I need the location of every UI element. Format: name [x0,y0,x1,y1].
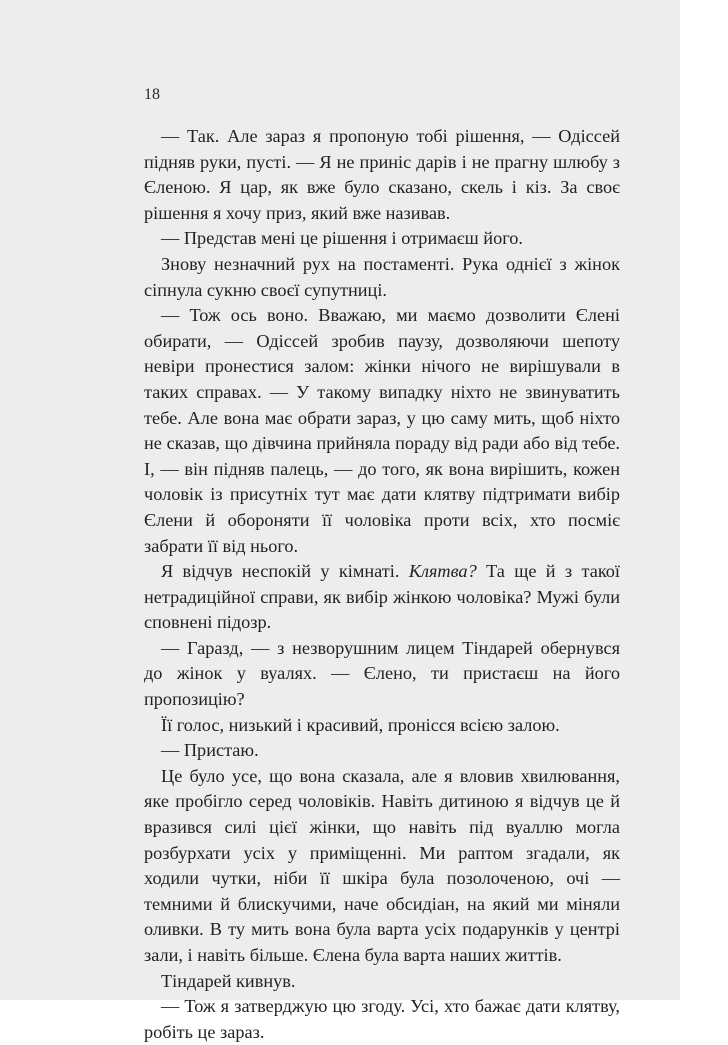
paragraph-text: Я відчув неспокій у кімнаті. [161,561,409,582]
paragraph: — Представ мені це рішення і отримаєш його. [161,228,523,249]
paragraph: — Пристаю. [161,740,259,761]
paragraph: Її голос, низький і красивий, пронісся всією залою. [161,714,560,735]
emphasized-word: Клятва? [408,561,477,582]
paragraph: — Тож я затверджую цю згоду. Усі, хто бажає дати клятву, робіть це зараз. [144,996,620,1042]
body-text [144,124,620,1045]
paragraph: — Тож ось воно. Вважаю, ми маємо дозволити Єлені обирати, — Одіссей зробив паузу, дозволяючи шепоту невіри пронестися залом: жінки нічого не вирішували в таких справах. — У такому випадку ніхто не звинуватить тебе. Але вона має обрати зараз, у цю саму мить, щоб ніхто не сказав, що дівчина прийняла пораду від ради або від тебе. І, — він підняв палець, — до того, як вона вирішить, кожен чоловік із присутніх тут має дати клятву підтримати вибір Єлени й обороняти її чоловіка проти всіх, хто посміє забрати її від нього. [144,305,620,556]
paragraph: — Гаразд, — з незворушним лицем Тіндарей обернувся до жінок у вуалях. — Єлено, ти пристаєш на його пропозицію? [144,637,620,710]
paragraph: Це було усе, що вона сказала, але я вловив хвилювання, яке пробігло серед чоловіків. Навіть дитиною я відчув це й вразився силі цієї жінки, що навіть під вуаллю могла розбурхати усіх у приміщенні. Ми раптом згадали, як ходили чутки, ніби її шкіра була позолоченою, очі — темними й блискучими, наче обсидіан, на який ми міняли оливки. В ту мить вона була варта усіх подарунків у центрі зали, і навіть більше. Єлена була варта наших життів. [144,765,620,965]
page-number: 18 [144,86,160,103]
paragraph-text: Та ще й з такої нетрадиційної справи, як вибір жінкою чоловіка? Мужі були сповнені підозр. [144,561,620,633]
paragraph [144,559,620,636]
paragraph: Тіндарей кивнув. [161,970,296,991]
paragraph: — Так. Але зараз я пропоную тобі рішення, — Одіссей підняв руки, пусті. — Я не приніс дарів і не прагну шлюбу з Єленою. Я цар, як вже було сказано, скель і кіз. За своє рішення я хочу приз, який вже називав. [144,126,620,223]
paragraph: Знову незначний рух на постаменті. Рука однієї з жінок сіпнула сукню своєї супутниці. [144,253,620,300]
